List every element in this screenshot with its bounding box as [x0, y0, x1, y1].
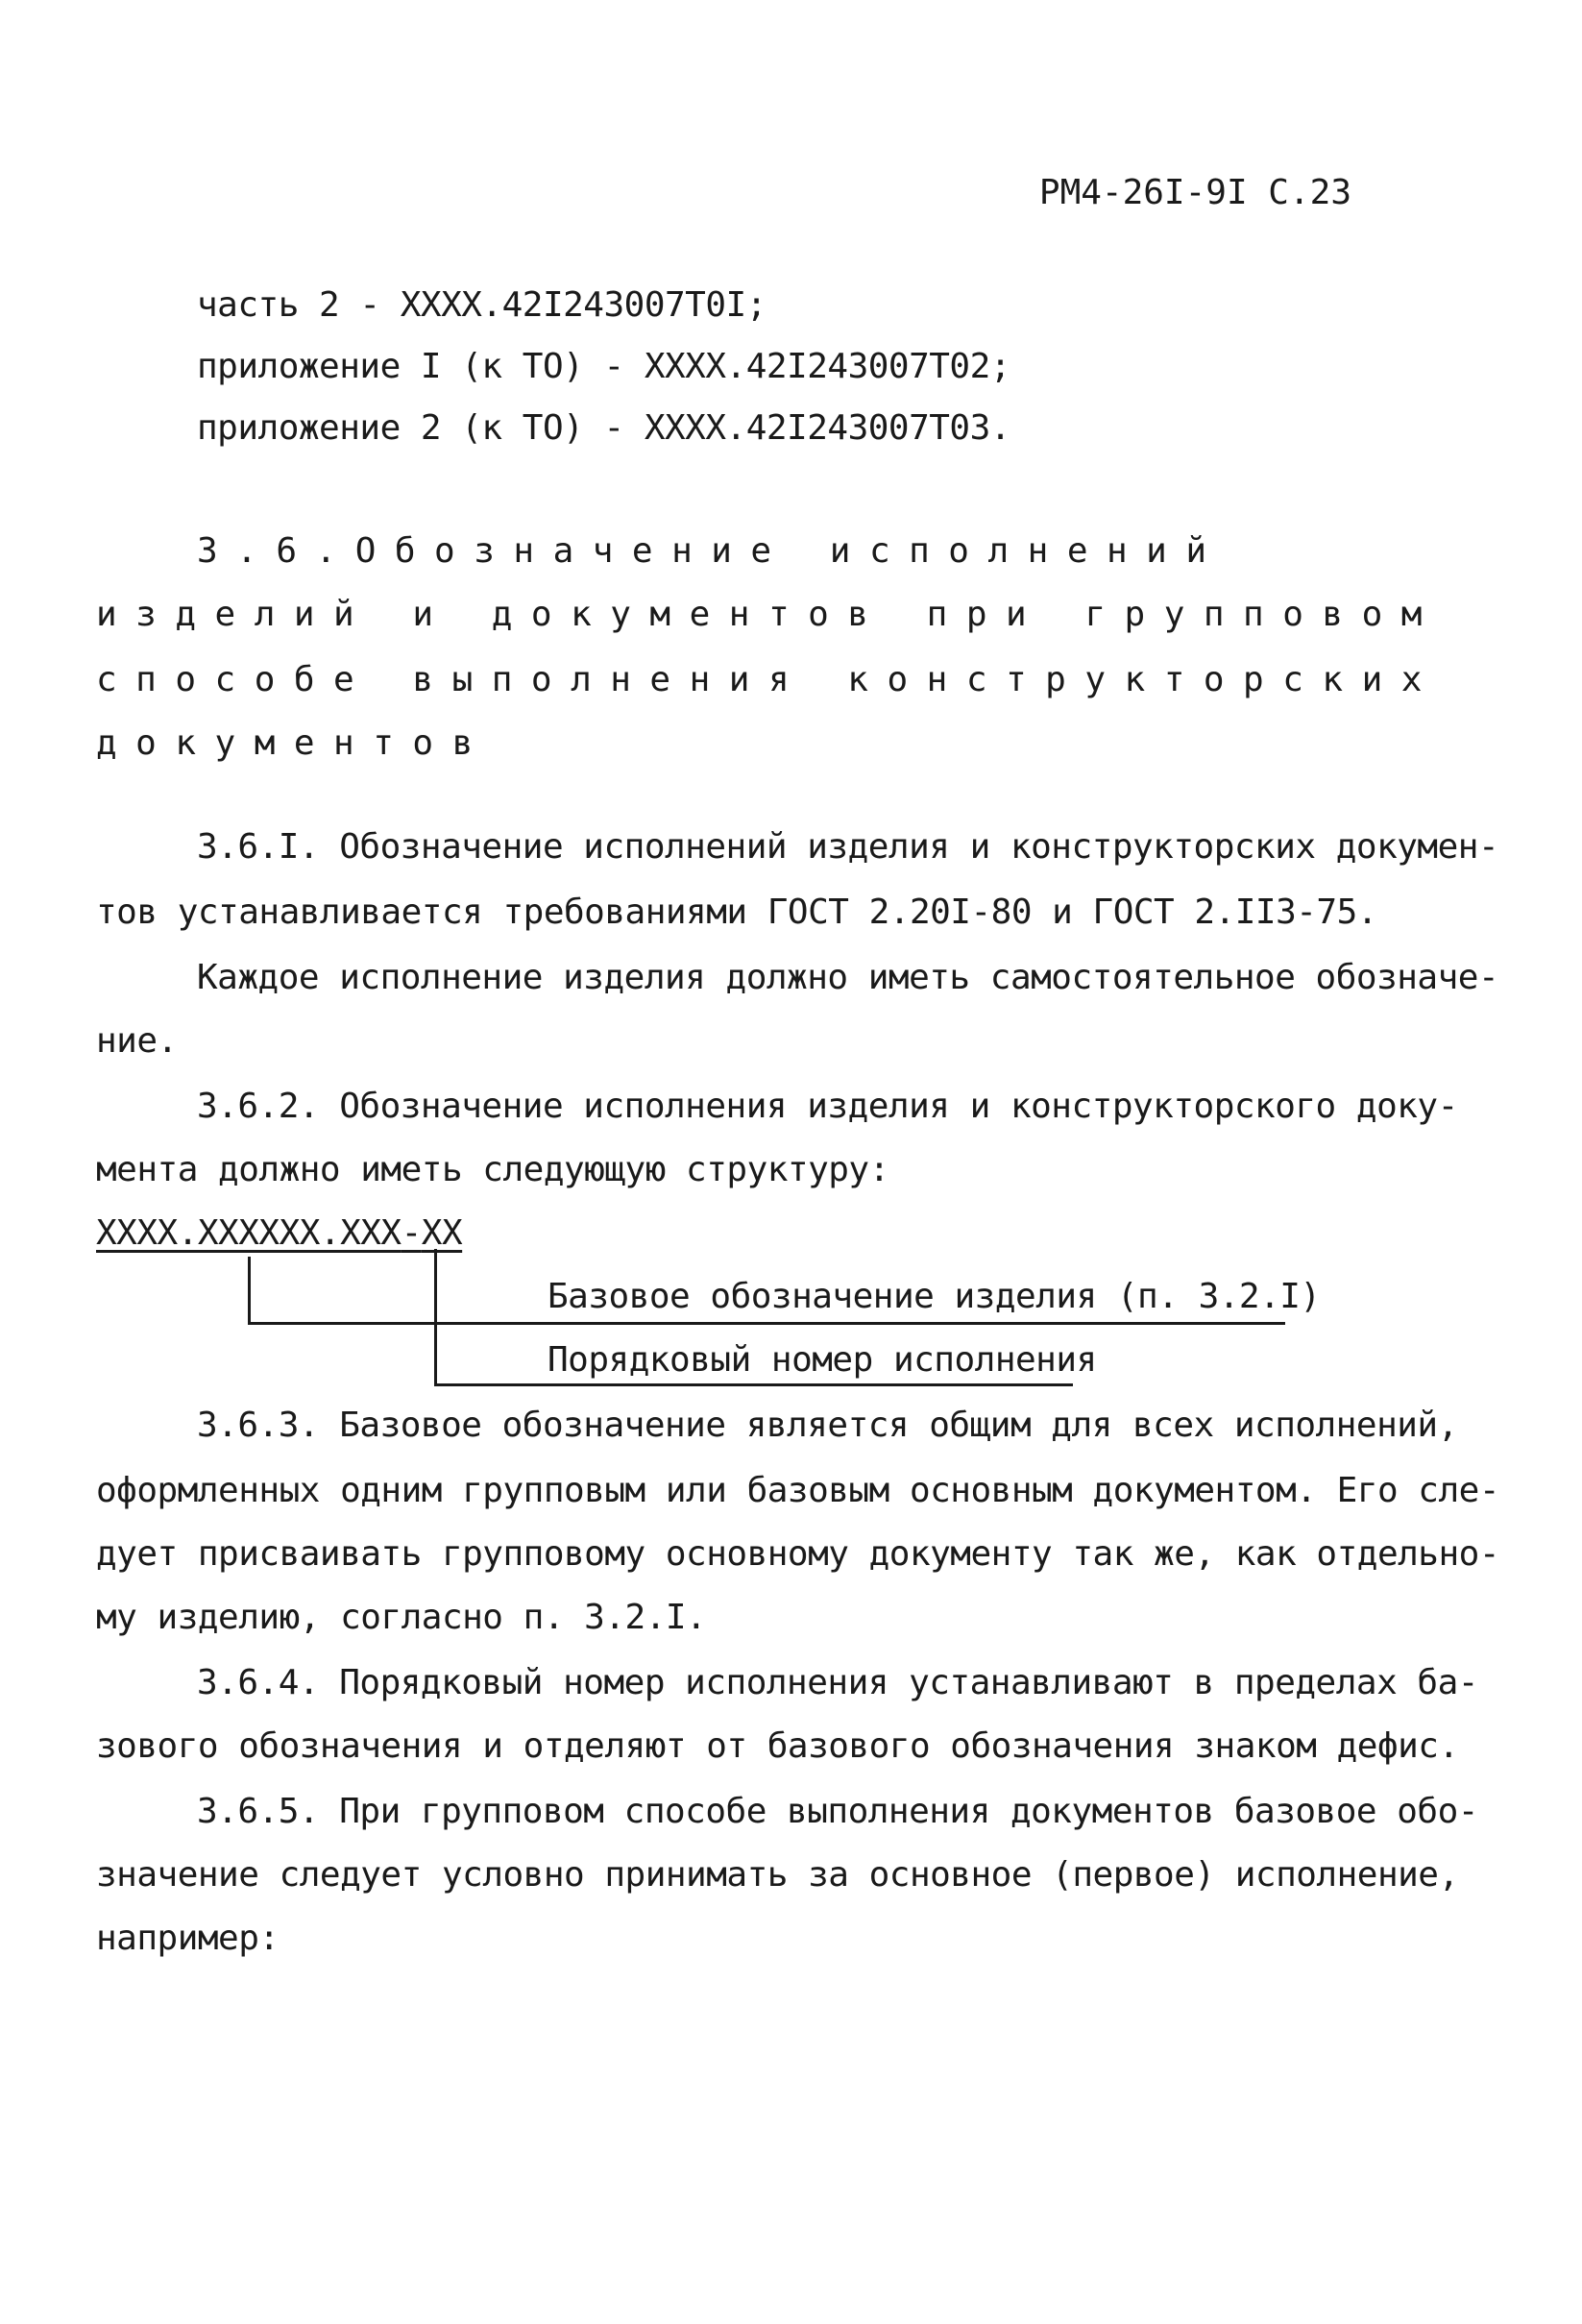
paragraph-364-line-2: зового обозначения и отделяют от базового обозначения знаком дефис. [96, 1726, 1459, 1766]
section-heading-line-1: 3.6.Обозначение исполнений [197, 531, 1226, 571]
code-base-part: ХХХХ.ХХХХХХ.ХХХ [96, 1213, 402, 1253]
paragraph-361b-line-2: ние. [96, 1021, 178, 1061]
paragraph-363-line-1: 3.6.3. Базовое обозначение является общим для всех исполнений, [197, 1406, 1458, 1445]
bracket-base-horizontal [248, 1322, 1285, 1325]
intro-line-3: приложение 2 (к ТО) - ХХХХ.42I243007Т03. [197, 408, 1010, 448]
bracket-variant-horizontal [434, 1383, 1073, 1386]
paragraph-362-line-1: 3.6.2. Обозначение исполнения изделия и конструкторского доку- [197, 1087, 1458, 1126]
paragraph-361-line-1: 3.6.I. Обозначение исполнений изделия и конструкторских докумен- [197, 827, 1499, 867]
paragraph-364-line-1: 3.6.4. Порядковый номер исполнения устанавливают в пределах ба- [197, 1663, 1478, 1702]
page-reference: РМ4-26I-9I С.23 [1038, 173, 1351, 212]
code-variant-part: ХХ [421, 1213, 463, 1253]
paragraph-363-line-3: дует присваивать групповому основному документу так же, как отдельно- [96, 1534, 1499, 1574]
intro-line-1: часть 2 - ХХХХ.42I243007Т0I; [197, 285, 767, 325]
bracket-variant-vertical [434, 1249, 447, 1383]
section-heading-line-3: способе выполнения конструкторских [96, 660, 1441, 699]
paragraph-365-line-2: значение следует условно принимать за основное (первое) исполнение, [96, 1855, 1459, 1895]
code-dash: - [401, 1213, 422, 1253]
label-variant-number: Порядковый номер исполнения [548, 1340, 1097, 1380]
bracket-base-vertical [248, 1257, 260, 1322]
paragraph-365-line-1: 3.6.5. При групповом способе выполнения документов базовое обо- [197, 1792, 1478, 1831]
label-base-designation: Базовое обозначение изделия (п. 3.2.I) [548, 1277, 1321, 1316]
paragraph-363-line-4: му изделию, согласно п. 3.2.I. [96, 1598, 707, 1637]
section-heading-line-4: документов [96, 723, 492, 763]
paragraph-361b-line-1: Каждое исполнение изделия должно иметь самостоятельное обозначе- [197, 958, 1499, 997]
paragraph-361-line-2: тов устанавливается требованиями ГОСТ 2.20I-80 и ГОСТ 2.II3-75. [96, 893, 1377, 932]
paragraph-362-line-2: мента должно иметь следующую структуру: [96, 1150, 889, 1189]
section-heading-line-2: изделий и документов при групповом [96, 595, 1441, 634]
paragraph-365-line-3: например: [96, 1919, 280, 1958]
paragraph-363-line-2: оформленных одним групповым или базовым основным документом. Его сле- [96, 1471, 1499, 1510]
intro-line-2: приложение I (к ТО) - ХХХХ.42I243007Т02; [197, 347, 1010, 386]
designation-code [96, 1212, 462, 1255]
